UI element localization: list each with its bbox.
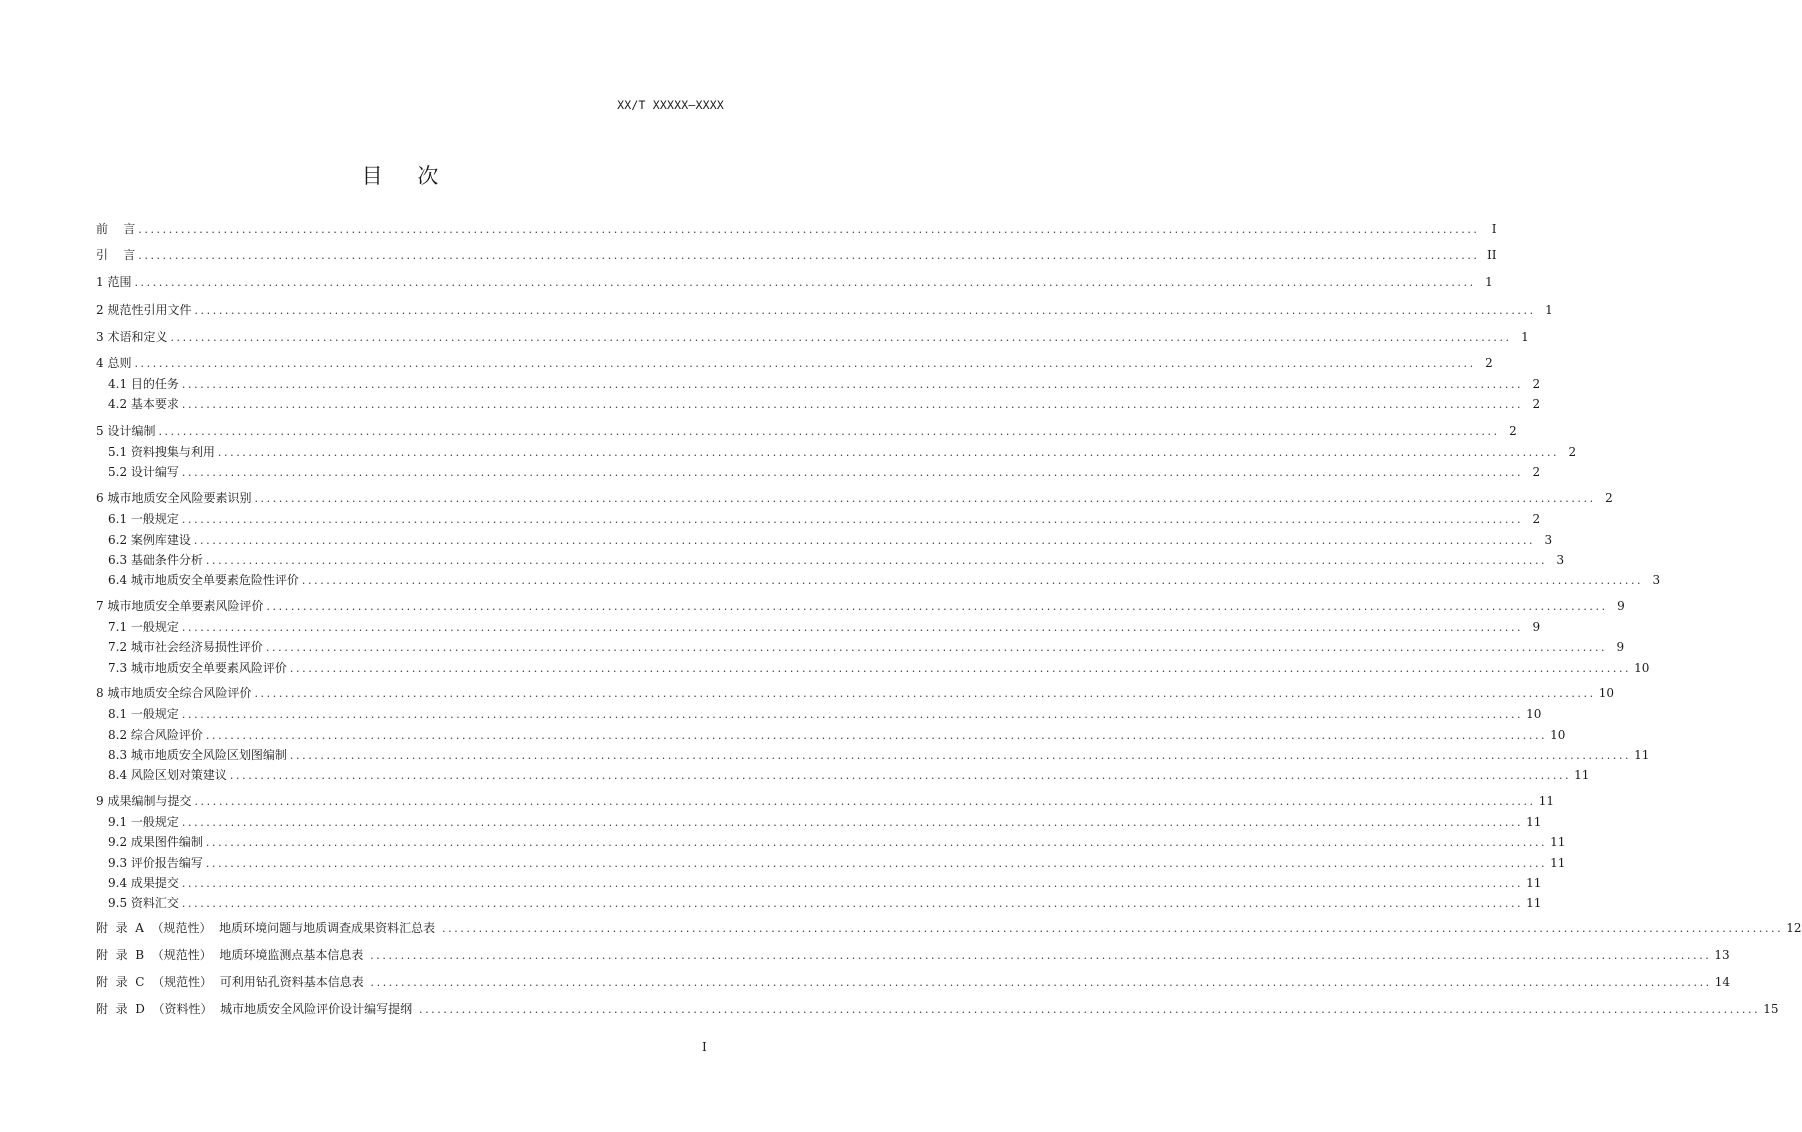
toc-entry-label: 4 总则 (96, 356, 132, 370)
toc-entry-page: 11 (1538, 794, 1554, 808)
toc-entry[interactable] (96, 946, 1730, 964)
toc-entry-page: 11 (1550, 835, 1566, 849)
toc-entry-label: 6 城市地质安全风险要素识别 (96, 491, 252, 505)
toc-entry-page: 2 (1532, 512, 1541, 526)
toc-leader-dots: ............................................................................................................................................................................................................................ (134, 276, 1476, 289)
toc-entry[interactable] (108, 510, 1541, 528)
header-standard-code: XX/T XXXXX—XXXX (617, 98, 724, 112)
toc-leader-dots: ............................................................................................................................................................................................................................ (158, 425, 1500, 438)
toc-entry-page: 15 (1763, 1002, 1779, 1016)
toc-entry-page: 10 (1598, 686, 1614, 700)
toc-entry-page: 12 (1786, 921, 1802, 935)
toc-leader-dots: ............................................................................................................................................................................................................................ (181, 513, 1524, 526)
toc-entry-page: 13 (1714, 948, 1730, 962)
toc-entry-label: 8.3 城市地质安全风险区划图编制 (108, 748, 287, 762)
toc-leader-dots: ............................................................................................................................................................................................................................ (138, 223, 1480, 236)
toc-entry-label: 4.2 基本要求 (108, 397, 179, 411)
toc-entry[interactable] (96, 273, 1493, 291)
toc-leader-dots: ............................................................................................................................................................................................................................ (289, 749, 1632, 762)
toc-entry-label: 8.2 综合风险评价 (108, 728, 203, 742)
toc-entry[interactable] (108, 551, 1565, 569)
toc-entry[interactable] (108, 618, 1541, 636)
toc-leader-dots: ............................................................................................................................................................................................................................ (138, 249, 1480, 262)
toc-entry-page: 1 (1521, 330, 1529, 344)
toc-entry-page: 11 (1634, 748, 1650, 762)
toc-leader-dots: ............................................................................................................................................................................................................................ (181, 466, 1524, 479)
toc-entry-label: 9.5 资料汇交 (108, 896, 179, 910)
toc-entry[interactable] (96, 354, 1493, 372)
toc-entry-label: 7.1 一般规定 (108, 620, 179, 634)
toc-entry-label: 1 范围 (96, 275, 132, 289)
toc-entry[interactable] (108, 375, 1541, 393)
toc-leader-dots: ............................................................................................................................................................................................................................ (181, 897, 1524, 910)
toc-entry[interactable] (108, 571, 1661, 589)
toc-entry-page: 2 (1532, 377, 1541, 391)
toc-entry-label: 9.4 成果提交 (108, 876, 179, 890)
toc-entry[interactable] (96, 246, 1497, 264)
toc-entry-label: 附 录 A （规范性） 地质环境问题与地质调查成果资料汇总表 (96, 921, 439, 935)
toc-entry[interactable] (108, 833, 1566, 851)
toc-entry-label: 9.3 评价报告编写 (108, 856, 203, 870)
toc-entry[interactable] (108, 894, 1542, 912)
toc-entry[interactable] (108, 463, 1541, 481)
toc-entry-label: 5 设计编制 (96, 424, 156, 438)
toc-entry-label: 9 成果编制与提交 (96, 794, 192, 808)
toc-leader-dots: ............................................................................................................................................................................................................................ (205, 729, 1548, 742)
toc-entry-label: 7 城市地质安全单要素风险评价 (96, 599, 264, 613)
toc-leader-dots: ............................................................................................................................................................................................................................ (194, 304, 1536, 317)
toc-entry-label: 附 录 C （规范性） 可利用钻孔资料基本信息表 (96, 975, 368, 989)
page-title: 目 次 (361, 164, 453, 188)
toc-entry[interactable] (96, 489, 1613, 507)
toc-entry-label: 6.3 基础条件分析 (108, 553, 203, 567)
toc-leader-dots: ............................................................................................................................................................................................................................ (181, 708, 1524, 721)
footer-page-number: I (702, 1040, 707, 1054)
toc-leader-dots: ............................................................................................................................................................................................................................ (181, 877, 1524, 890)
toc-entry-page: 9 (1617, 599, 1625, 613)
toc-entry-label: 8.4 风险区划对策建议 (108, 768, 227, 782)
toc-entry[interactable] (96, 684, 1614, 702)
toc-entry-page: 11 (1550, 856, 1566, 870)
toc-entry-page: 2 (1532, 397, 1541, 411)
toc-entry-label: 7.3 城市地质安全单要素风险评价 (108, 661, 287, 675)
toc-leader-dots: ............................................................................................................................................................................................................................ (265, 641, 1608, 654)
toc-leader-dots: ............................................................................................................................................................................................................................ (181, 398, 1524, 411)
toc-leader-dots: ............................................................................................................................................................................................................................ (370, 976, 1712, 989)
toc-entry-label: 8 城市地质安全综合风险评价 (96, 686, 252, 700)
toc-entry[interactable] (108, 854, 1566, 872)
toc-leader-dots: ............................................................................................................................................................................................................................ (205, 554, 1548, 567)
toc-entry[interactable] (96, 220, 1497, 238)
toc-leader-dots: ............................................................................................................................................................................................................................ (442, 922, 1784, 935)
toc-entry-page: 11 (1526, 815, 1542, 829)
toc-entry[interactable] (108, 705, 1542, 723)
toc-leader-dots: ............................................................................................................................................................................................................................ (418, 1003, 1761, 1016)
toc-entry-page: 11 (1574, 768, 1590, 782)
toc-leader-dots: ............................................................................................................................................................................................................................ (205, 857, 1548, 870)
toc-leader-dots: ............................................................................................................................................................................................................................ (301, 574, 1644, 587)
toc-entry-page: I (1491, 222, 1497, 236)
toc-entry-label: 前 言 (96, 222, 136, 236)
toc-leader-dots: ............................................................................................................................................................................................................................ (193, 534, 1536, 547)
toc-entry[interactable] (96, 301, 1553, 319)
toc-entry-page: 3 (1652, 573, 1661, 587)
toc-leader-dots: ............................................................................................................................................................................................................................ (229, 769, 1572, 782)
toc-entry-label: 9.1 一般规定 (108, 815, 179, 829)
toc-entry-page: 2 (1605, 491, 1613, 505)
toc-leader-dots: ............................................................................................................................................................................................................................ (194, 795, 1536, 808)
toc-leader-dots: ............................................................................................................................................................................................................................ (181, 621, 1524, 634)
toc-entry-page: 11 (1526, 876, 1542, 890)
toc-entry[interactable] (108, 766, 1590, 784)
toc-entry[interactable] (108, 874, 1542, 892)
toc-entry-page: 2 (1485, 356, 1493, 370)
toc-entry-label: 4.1 目的任务 (108, 377, 179, 391)
toc-entry[interactable] (96, 973, 1731, 991)
toc-entry[interactable] (96, 1000, 1779, 1018)
toc-entry[interactable] (108, 813, 1542, 831)
toc-entry-label: 引 言 (96, 248, 136, 262)
toc-entry-label: 5.1 资料搜集与利用 (108, 445, 215, 459)
toc-entry-page: 3 (1556, 553, 1565, 567)
toc-entry-label: 6.2 案例库建设 (108, 533, 191, 547)
toc-entry-label: 6.1 一般规定 (108, 512, 179, 526)
toc-entry-label: 附 录 B （规范性） 地质环境监测点基本信息表 (96, 948, 368, 962)
toc-entry-page: 9 (1616, 640, 1625, 654)
toc-entry-page: 2 (1568, 445, 1577, 459)
toc-entry-label: 8.1 一般规定 (108, 707, 179, 721)
toc-entry[interactable] (108, 726, 1566, 744)
toc-entry-page: 11 (1526, 896, 1542, 910)
toc-leader-dots: ............................................................................................................................................................................................................................ (254, 687, 1596, 700)
toc-entry-label: 9.2 成果图件编制 (108, 835, 203, 849)
toc-entry[interactable] (108, 746, 1650, 764)
toc-entry-label: 3 术语和定义 (96, 330, 168, 344)
toc-entry[interactable] (96, 328, 1529, 346)
toc-leader-dots: ............................................................................................................................................................................................................................ (266, 600, 1608, 613)
toc-entry[interactable] (108, 531, 1553, 549)
toc-entry-page: 9 (1532, 620, 1541, 634)
toc-leader-dots: ............................................................................................................................................................................................................................ (134, 357, 1476, 370)
toc-entry-page: 2 (1532, 465, 1541, 479)
toc-entry-label: 2 规范性引用文件 (96, 303, 192, 317)
toc-entry-label: 5.2 设计编写 (108, 465, 179, 479)
toc-entry-page: 1 (1545, 303, 1553, 317)
toc-entry-page: 2 (1509, 424, 1517, 438)
toc-entry[interactable] (108, 659, 1650, 677)
toc-entry[interactable] (96, 422, 1517, 440)
toc-leader-dots: ............................................................................................................................................................................................................................ (370, 949, 1712, 962)
toc-entry-page: 10 (1550, 728, 1566, 742)
toc-leader-dots: ............................................................................................................................................................................................................................ (217, 446, 1560, 459)
toc-leader-dots: ............................................................................................................................................................................................................................ (289, 662, 1632, 675)
toc-leader-dots: ............................................................................................................................................................................................................................ (181, 816, 1524, 829)
toc-entry-page: 14 (1714, 975, 1731, 989)
toc-entry[interactable] (108, 638, 1625, 656)
toc-entry[interactable] (108, 395, 1541, 413)
toc-leader-dots: ............................................................................................................................................................................................................................ (181, 378, 1524, 391)
toc-entry-page: 3 (1544, 533, 1553, 547)
toc-entry[interactable] (108, 443, 1577, 461)
toc-entry-page: 10 (1634, 661, 1650, 675)
toc-entry-page: 10 (1526, 707, 1542, 721)
toc-entry-label: 附 录 D （资料性） 城市地质安全风险评价设计编写提纲 (96, 1002, 416, 1016)
toc-entry[interactable] (96, 919, 1802, 937)
toc-leader-dots: ............................................................................................................................................................................................................................ (170, 331, 1512, 344)
toc-leader-dots: ............................................................................................................................................................................................................................ (254, 492, 1596, 505)
toc-entry-page: 1 (1485, 275, 1493, 289)
toc-entry[interactable] (96, 597, 1625, 615)
toc-entry-page: II (1487, 248, 1497, 262)
toc-entry-label: 6.4 城市地质安全单要素危险性评价 (108, 573, 299, 587)
toc-entry[interactable] (96, 792, 1554, 810)
toc-leader-dots: ............................................................................................................................................................................................................................ (205, 836, 1548, 849)
toc-entry-label: 7.2 城市社会经济易损性评价 (108, 640, 263, 654)
